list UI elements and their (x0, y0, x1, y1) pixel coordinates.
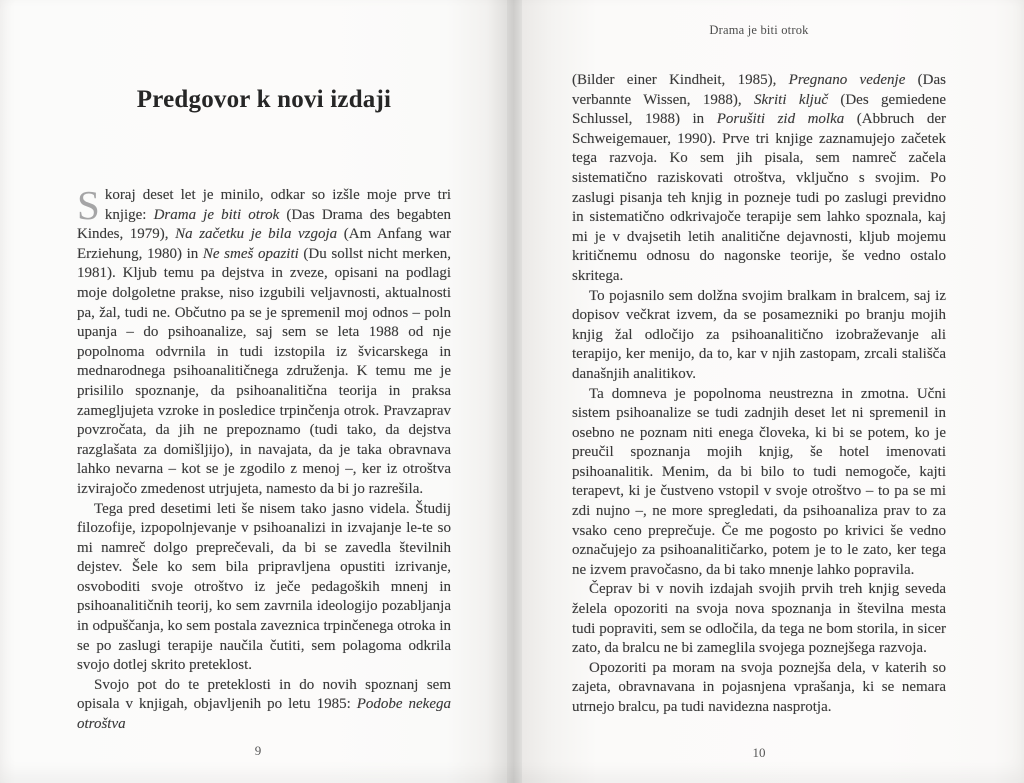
paragraph: Opozoriti pa moram na svoja poznejša dela, v katerih so zajeta, obravnavana in pojasnjena vprašanja, ki se nemara utrnejo bralcu, pa tudi navidezna nasprotja. (572, 659, 946, 715)
book-spine-gutter (507, 0, 522, 783)
right-page-body (572, 71, 946, 718)
paragraph: Tega pred desetimi leti še nisem tako jasno videla. Študij filozofije, izpopolnjevanje v psihoanalizi in izvajanje le-te so mi namreč dolgo preprečevali, da bi se zavedla številnih dejstev. Šele ko sem bila pripravljena opustiti izrivanje, osvoboditi svoje otroštvo iz ječe pedagoških mnenj in psihoanalitičnih teorij, ko sem zavrnila ideologijo pozabljanja in odpuščanja, ko sem postala zaveznica trpinčenega otroka in se po zaslugi terapije naučila čutiti, sem polagoma odkrila svojo dotlej skrito preteklost. (77, 500, 451, 674)
drop-cap: S (77, 182, 100, 228)
paragraph: Skoraj deset let je minilo, odkar so izšle moje prve tri knjige: Drama je biti otrok (Das Drama des begabten Kindes, 1979), Na začetku je bila vzgoja (Am Anfang war Erziehung, 1980) in Ne smeš opaziti (Du sollst nicht merken, 1981). Kljub temu pa dejstva in zveze, opisani na podlagi moje dolgoletne prakse, niso izgubili veljavnosti, aktualnosti pa, žal, tudi ne. Občutno pa se je spremenil moj odnos – poln upanja – do psihoanalize, saj sem se leta 1988 od nje popolnoma odvrnila in tudi izstopila iz švicarskega in mednarodnega psihoanalitičnega združenja. K temu me je prisililo spoznanje, da psihoanalitična teorija in praksa zamegljujeta vzroke in posledice trpinčenja otrok. Pravzaprav povzročata, da jih ne prepoznamo (tudi tako, da dejstva razglašata za domišljijo), in navajata, da je taka obravnava lahko nevarna – kot se je zgodilo z menoj –, ker iz otroštva izvirajočo zmedenost utrjujeta, namesto da bi jo razrešila. (77, 182, 452, 497)
paragraph: Ta domneva je popolnoma neustrezna in zmotna. Učni sistem psihoanalize se tudi zadnjih deset let ni spremenil in osebno ne poznam niti enega človeka, ki bi se potem, ko je preučil spoznanja mojih knjig, še hotel imenovati psihoanalitik. Menim, da bi bilo to tudi nemogoče, kajti terapevt, ki je čustveno vstopil v svoje otroštvo – to pa se mi zdi nujno –, ne more spregledati, da psihoanaliza prav to za vsako ceno preprečuje. Če me pogosto po krivici še vedno označujejo za psihoanalitičarko, potem je to le zato, ker tega ne izvem pravočasno, da bi tako mnenje lahko popravila. (572, 385, 946, 578)
left-page-number: 9 (254, 743, 262, 758)
paragraph: Svojo pot do te preteklosti in do novih spoznanj sem opisala v knjigah, objavljenih po letu 1985: Podobe nekega otroštva (77, 676, 451, 733)
chapter-title: Predgovor k novi izdaji (136, 86, 392, 113)
right-page-number: 10 (752, 745, 766, 760)
paragraph: (Bilder einer Kindheit, 1985), Pregnano vedenje (Das verbannte Wissen, 1988), Skriti ključ (Des gemiedene Schlussel, 1988) in Porušiti zid molka (Abbruch der Schweigemauer, 1990). Prve tri knjige zaznamujejo začetek tega razvoja. Ko sem jih pisala, sem namreč začela sistematično raziskovati otroštva, vključno s svojim. Po zaslugi pisanja teh knjig in pozneje tudi po zaslugi previdno in sistematično odkrivajoče terapije sem lahko spoznala, kaj mi je v dvajsetih letih analitične dejavnosti, kljub mojemu kritičnemu odnosu do nagonske teorije, še vedno ostalo skritega. (572, 72, 946, 284)
paragraph: To pojasnilo sem dolžna svojim bralkam in bralcem, saj iz dopisov večkrat izvem, da se posamezniki po branju mojih knjig žal odločijo za psihoanalitično izobraževanje ali terapijo, ker menijo, da to, kar v njih zastopam, zrcali stališča današnjih analitikov. (572, 287, 946, 382)
paragraph: Čeprav bi v novih izdajah svojih prvih treh knjig seveda želela opozoriti na svoja nova spoznanja in številna mesta tudi popraviti, sem se odločila, da tega ne bom storila, in sicer zato, da bralcu ne bi zameglila svojega poznejšega razvoja. (572, 581, 946, 657)
running-header: Drama je biti otrok (709, 23, 809, 37)
left-page-body (77, 182, 452, 735)
